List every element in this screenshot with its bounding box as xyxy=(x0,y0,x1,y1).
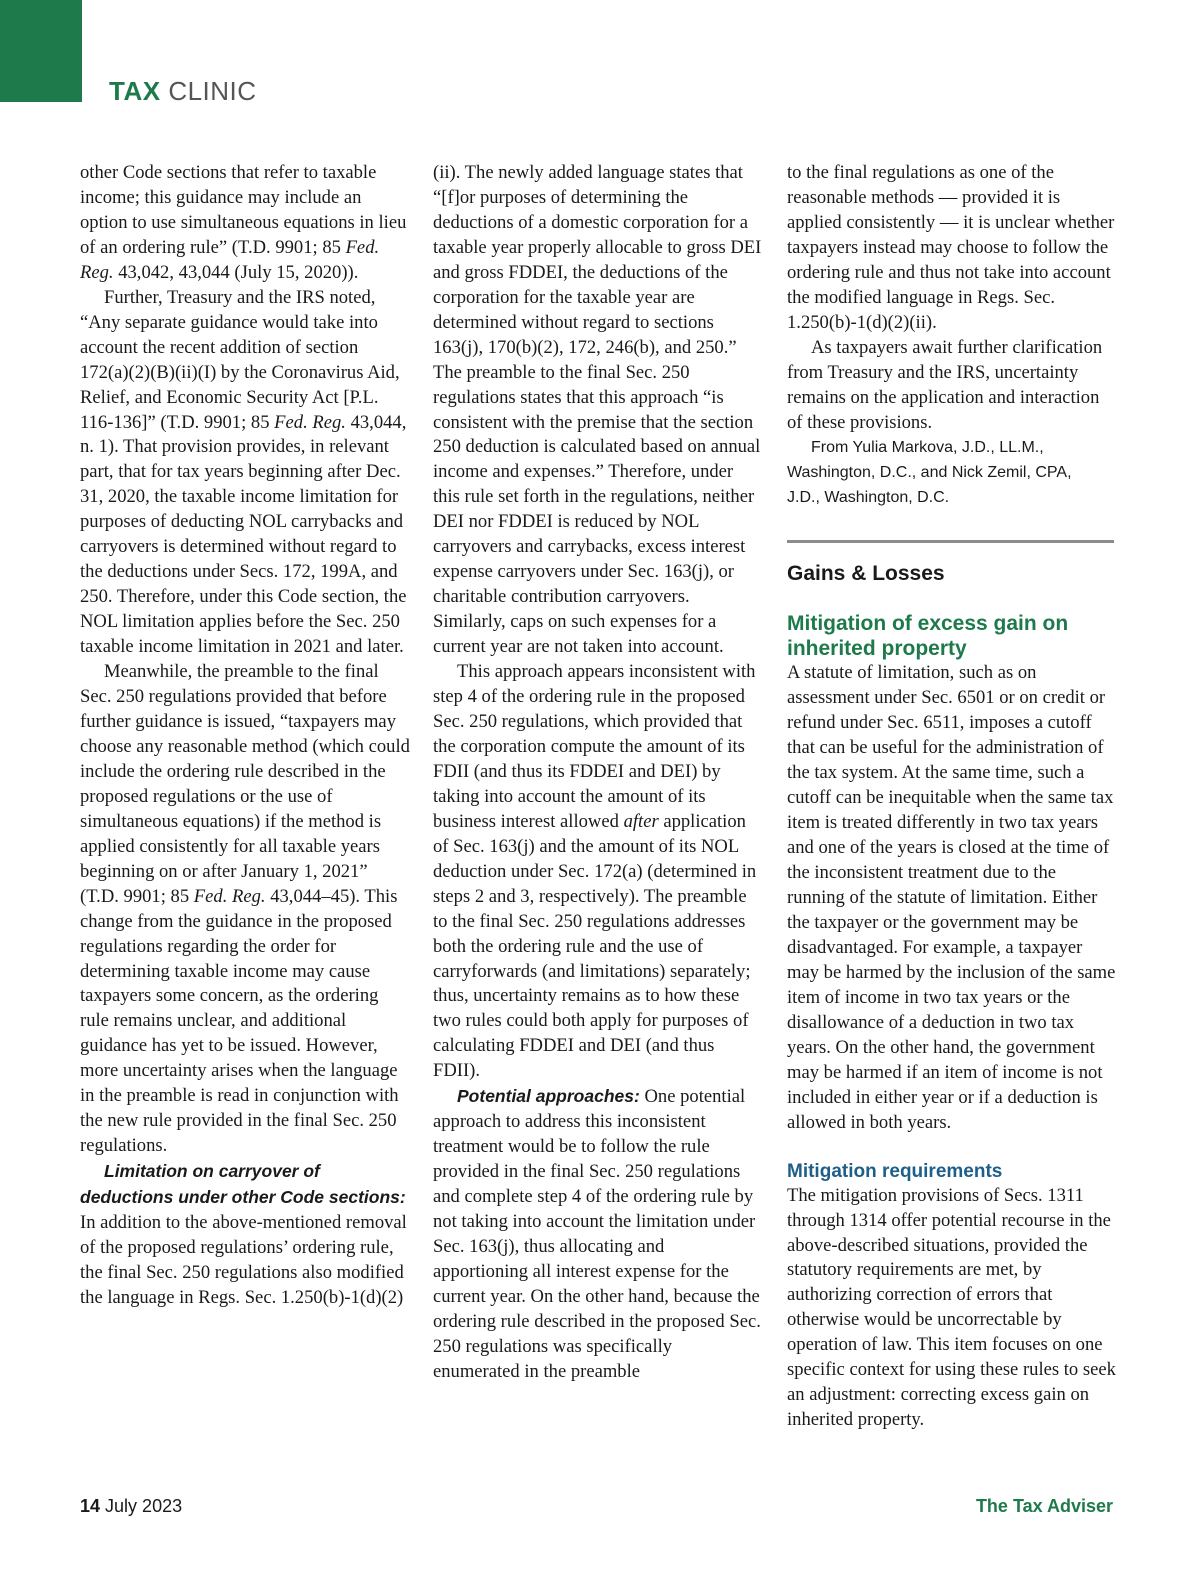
column-3 xyxy=(787,161,1117,1433)
section-title: Gains & Losses xyxy=(787,562,945,586)
section-header xyxy=(109,76,257,106)
paragraph: other Code sections that refer to taxable income; this guidance may include an option to use simultaneous equations in lieu of an ordering rule” (T.D. 9901; 85 Fed. Reg. 43,042, 43,044 (July 15, 2020)). xyxy=(80,162,407,283)
column-2 xyxy=(433,161,763,1385)
paragraph: A statute of limitation, such as on assessment under Sec. 6501 or on credit or refund under Sec. 6511, imposes a cutoff that can be useful for the administration of the tax system. At the same time, such a cutoff can be inequitable when the same tax item is treated differently in two tax years and one of the years is closed at the time of the inconsistent treatment due to the running of the statute of limitation. Either the taxpayer or the government may be disadvantaged. For example, a taxpayer may be harmed by the inclusion of the same item of income in two tax years or the disallowance of a deduction in two tax years. On the other hand, the government may be harmed if an item of income is not included in either year or if a deduction is allowed in both years. xyxy=(787,662,1116,1133)
run-in-heading: Limitation on carryover of deductions under other Code sections: xyxy=(80,1161,406,1208)
header-color-tab xyxy=(0,0,82,102)
publication-name: The Tax Adviser xyxy=(975,1496,1113,1516)
paragraph: to the final regulations as one of the reasonable methods — provided it is applied consistently — it is unclear whether taxpayers instead may choose to follow the ordering rule and thus not take into account the modified language in Regs. Sec. 1.250(b)-1(d)(2)(ii). xyxy=(787,162,1115,333)
paragraph: Limitation on carryover of deductions under other Code sections: In addition to the above-mentioned removal of the proposed regulations’ ordering rule, the final Sec. 250 regulations also modified the language in Regs. Sec. 1.250(b)-1(d)(2) xyxy=(80,1161,407,1308)
paragraph: (ii). The newly added language states that “[f]or purposes of determining the deductions of a domestic corporation for a taxable year properly allocable to gross DEI and gross FDDEI, the deductions of the corporation for the taxable year are determined without regard to sections 163(j), 170(b)(2), 172, 246(b), and 250.” The preamble to the final Sec. 250 regulations states that this approach “is consistent with the premise that the section 250 deduction is calculated based on annual income and expenses.” Therefore, under this rule set forth in the regulations, neither DEI nor FDDEI is reduced by NOL carryovers and carrybacks, excess interest expense carryovers under Sec. 163(j), or charitable contribution carryovers. Similarly, caps on such expenses for a current year are not taken into account. xyxy=(433,162,762,658)
column-1 xyxy=(80,161,410,1311)
header-clinic: CLINIC xyxy=(168,76,257,106)
page-number: 14 xyxy=(80,1496,101,1516)
paragraph: The mitigation provisions of Secs. 1311 through 1314 offer potential recourse in the above-described situations, provided the statutory requirements are met, by authorizing correction of errors that otherwise would be uncorrectable by operation of law. This item focuses on one specific context for using these rules to seek an adjustment: correcting excess gain on inherited property. xyxy=(787,1184,1116,1431)
paragraph: Meanwhile, the preamble to the final Sec. 250 regulations provided that before further guidance is issued, “taxpayers may choose any reasonable method (which could include the ordering rule described in the proposed regulations or the use of simultaneous equations) if the method is applied consistently for all taxable years beginning on or after January 1, 2021” (T.D. 9901; 85 Fed. Reg. 43,044–45). This change from the guidance in the proposed regulations regarding the order for determining taxable income may cause taxpayers some concern, as the ordering rule remains unclear, and additional guidance has yet to be issued. However, more uncertainty arises when the language in the preamble is read in conjunction with the new rule provided in the final Sec. 250 regulations. xyxy=(80,661,410,1157)
header-tax: TAX xyxy=(109,76,161,106)
paragraph: As taxpayers await further clarification from Treasury and the IRS, uncertainty remains on the application and interaction of these provisions. xyxy=(787,336,1103,433)
paragraph: Further, Treasury and the IRS noted, “Any separate guidance would take into account the recent addition of section 172(a)(2)(B)(ii)(I) by the Coronavirus Aid, Relief, and Economic Security Act [P.L. 116-136]” (T.D. 9901; 85 Fed. Reg. 43,044, n. 1). That provision provides, in relevant part, that for tax years beginning after Dec. 31, 2020, the taxable income limitation for purposes of deducting NOL carrybacks and carryovers is determined without regard to the deductions under Secs. 172, 199A, and 250. Therefore, under this Code section, the NOL limitation applies before the Sec. 250 taxable income limitation in 2021 and later. xyxy=(80,286,407,658)
subheading: Mitigation requirements xyxy=(787,1160,1003,1182)
page-footer-left xyxy=(80,1496,182,1517)
article-heading: Mitigation of excess gain on inherited property xyxy=(787,612,1069,661)
author-byline: From Yulia Markova, J.D., LL.M., Washington, D.C., and Nick Zemil, CPA, J.D., Washington, D.C. xyxy=(787,439,1072,507)
issue-date: July 2023 xyxy=(105,1496,183,1516)
run-in-heading: Potential approaches: xyxy=(457,1086,640,1107)
paragraph: Potential approaches: One potential approach to address this inconsistent treatment would be to follow the rule provided in the final Sec. 250 regulations and complete step 4 of the ordering rule by not taking into account the limitation under Sec. 163(j), thus allocating and apportioning all interest expense for the current year. On the other hand, because the ordering rule described in the proposed Sec. 250 regulations was specifically enumerated in the preamble xyxy=(433,1086,761,1382)
paragraph: This approach appears inconsistent with step 4 of the ordering rule in the proposed Sec. 250 regulations, which provided that the corporation compute the amount of its FDII (and thus its FDDEI and DEI) by taking into account the amount of its business interest allowed after application of Sec. 163(j) and the amount of its NOL deduction under Sec. 172(a) (determined in steps 2 and 3, respectively). The preamble to the final Sec. 250 regulations addresses both the ordering rule and the use of carryforwards (and limitations) separately; thus, uncertainty remains as to how these two rules could both apply for purposes of calculating FDDEI and DEI (and thus FDII). xyxy=(433,661,757,1082)
divider xyxy=(787,540,1114,543)
